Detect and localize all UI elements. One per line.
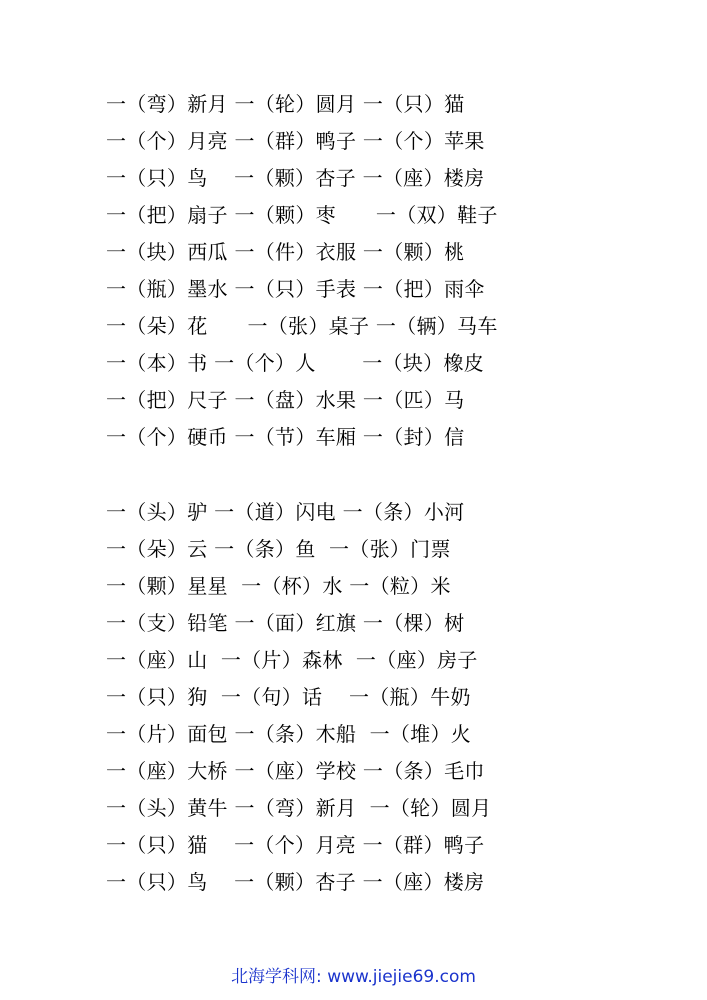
phrase-line: 一（座）山 一（片）森林 一（座）房子 <box>106 648 478 672</box>
worksheet <box>106 86 666 901</box>
phrase-line: 一（只）鸟 一（颗）杏子 一（座）楼房 <box>106 166 485 190</box>
phrase-line: 一（个）硬币 一（节）车厢 一（封）信 <box>106 425 465 449</box>
section-1 <box>106 86 666 456</box>
phrase-line: 一（支）铅笔 一（面）红旗 一（棵）树 <box>106 611 465 635</box>
phrase-line: 一（只）猫 一（个）月亮 一（群）鸭子 <box>106 833 485 857</box>
phrase-line: 一（瓶）墨水 一（只）手表 一（把）雨伞 <box>106 277 485 301</box>
phrase-line: 一（弯）新月 一（轮）圆月 一（只）猫 <box>106 92 465 116</box>
phrase-line: 一（颗）星星 一（杯）水 一（粒）米 <box>106 574 451 598</box>
footer-site-label: 北海学科网: <box>231 967 328 987</box>
phrase-line: 一（个）月亮 一（群）鸭子 一（个）苹果 <box>106 129 485 153</box>
phrase-line: 一（头）黄牛 一（弯）新月 一（轮）圆月 <box>106 796 492 820</box>
section-gap <box>106 456 666 494</box>
phrase-line: 一（把）尺子 一（盘）水果 一（匹）马 <box>106 388 465 412</box>
phrase-line: 一（只）狗 一（句）话 一（瓶）牛奶 <box>106 685 471 709</box>
phrase-line: 一（本）书 一（个）人 一（块）橡皮 <box>106 351 485 375</box>
phrase-line: 一（头）驴 一（道）闪电 一（条）小河 <box>106 500 465 524</box>
phrase-line: 一（块）西瓜 一（件）衣服 一（颗）桃 <box>106 240 465 264</box>
phrase-line: 一（朵）花 一（张）桌子 一（辆）马车 <box>106 314 498 338</box>
phrase-line: 一（片）面包 一（条）木船 一（堆）火 <box>106 722 472 746</box>
footer-site-link[interactable]: www.jiejie69.com <box>327 967 476 987</box>
footer <box>0 962 707 987</box>
section-2 <box>106 494 666 901</box>
phrase-line: 一（只）鸟 一（颗）杏子 一（座）楼房 <box>106 870 485 894</box>
phrase-line: 一（把）扇子 一（颗）枣 一（双）鞋子 <box>106 203 498 227</box>
phrase-line: 一（朵）云 一（条）鱼 一（张）门票 <box>106 537 451 561</box>
phrase-line: 一（座）大桥 一（座）学校 一（条）毛巾 <box>106 759 485 783</box>
